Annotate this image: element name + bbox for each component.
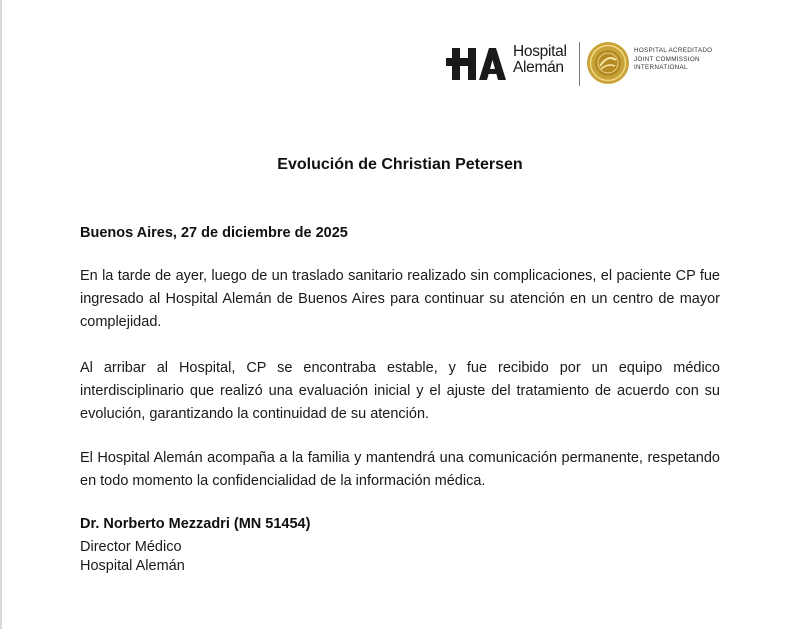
signer-name: Dr. Norberto Mezzadri (MN 51454) <box>80 516 311 532</box>
hospital-name-line1: Hospital <box>513 43 567 60</box>
hospital-aleman-logo-icon <box>446 44 510 84</box>
joint-commission-seal-icon <box>586 41 630 85</box>
paragraph-2: Al arribar al Hospital, CP se encontraba estable, y fue recibido por un equipo médico interdisciplinario que realizó una evaluación inicial y el ajuste del tratamiento de acuerdo con su evolución, garantizando la continuidad de su atención. <box>80 360 720 422</box>
signer-details <box>80 538 185 576</box>
header-divider <box>579 42 580 86</box>
signer-institution: Hospital Alemán <box>80 558 185 574</box>
hospital-name <box>513 44 567 76</box>
letterhead <box>446 38 766 90</box>
signer-role: Director Médico <box>80 539 182 555</box>
accreditation-line-2: JOINT COMMISSION <box>634 55 700 63</box>
accreditation-line-1: HOSPITAL ACREDITADO <box>634 47 713 54</box>
accreditation-line-3: INTERNATIONAL <box>634 64 688 71</box>
page-edge <box>0 0 2 629</box>
hospital-name-line2: Alemán <box>513 59 564 76</box>
document-title: Evolución de Christian Petersen <box>277 156 523 173</box>
paragraph-3: El Hospital Alemán acompaña a la familia y mantendrá una comunicación permanente, respetando en todo momento la confidencialidad de la información médica. <box>80 450 720 489</box>
date-line: Buenos Aires, 27 de diciembre de 2025 <box>80 225 348 241</box>
paragraph-1: En la tarde de ayer, luego de un traslado sanitario realizado sin complicaciones, el paciente CP fue ingresado al Hospital Alemán de Buenos Aires para continuar su atención en un centro de mayor complejidad. <box>80 268 720 330</box>
accreditation-text <box>634 47 712 73</box>
